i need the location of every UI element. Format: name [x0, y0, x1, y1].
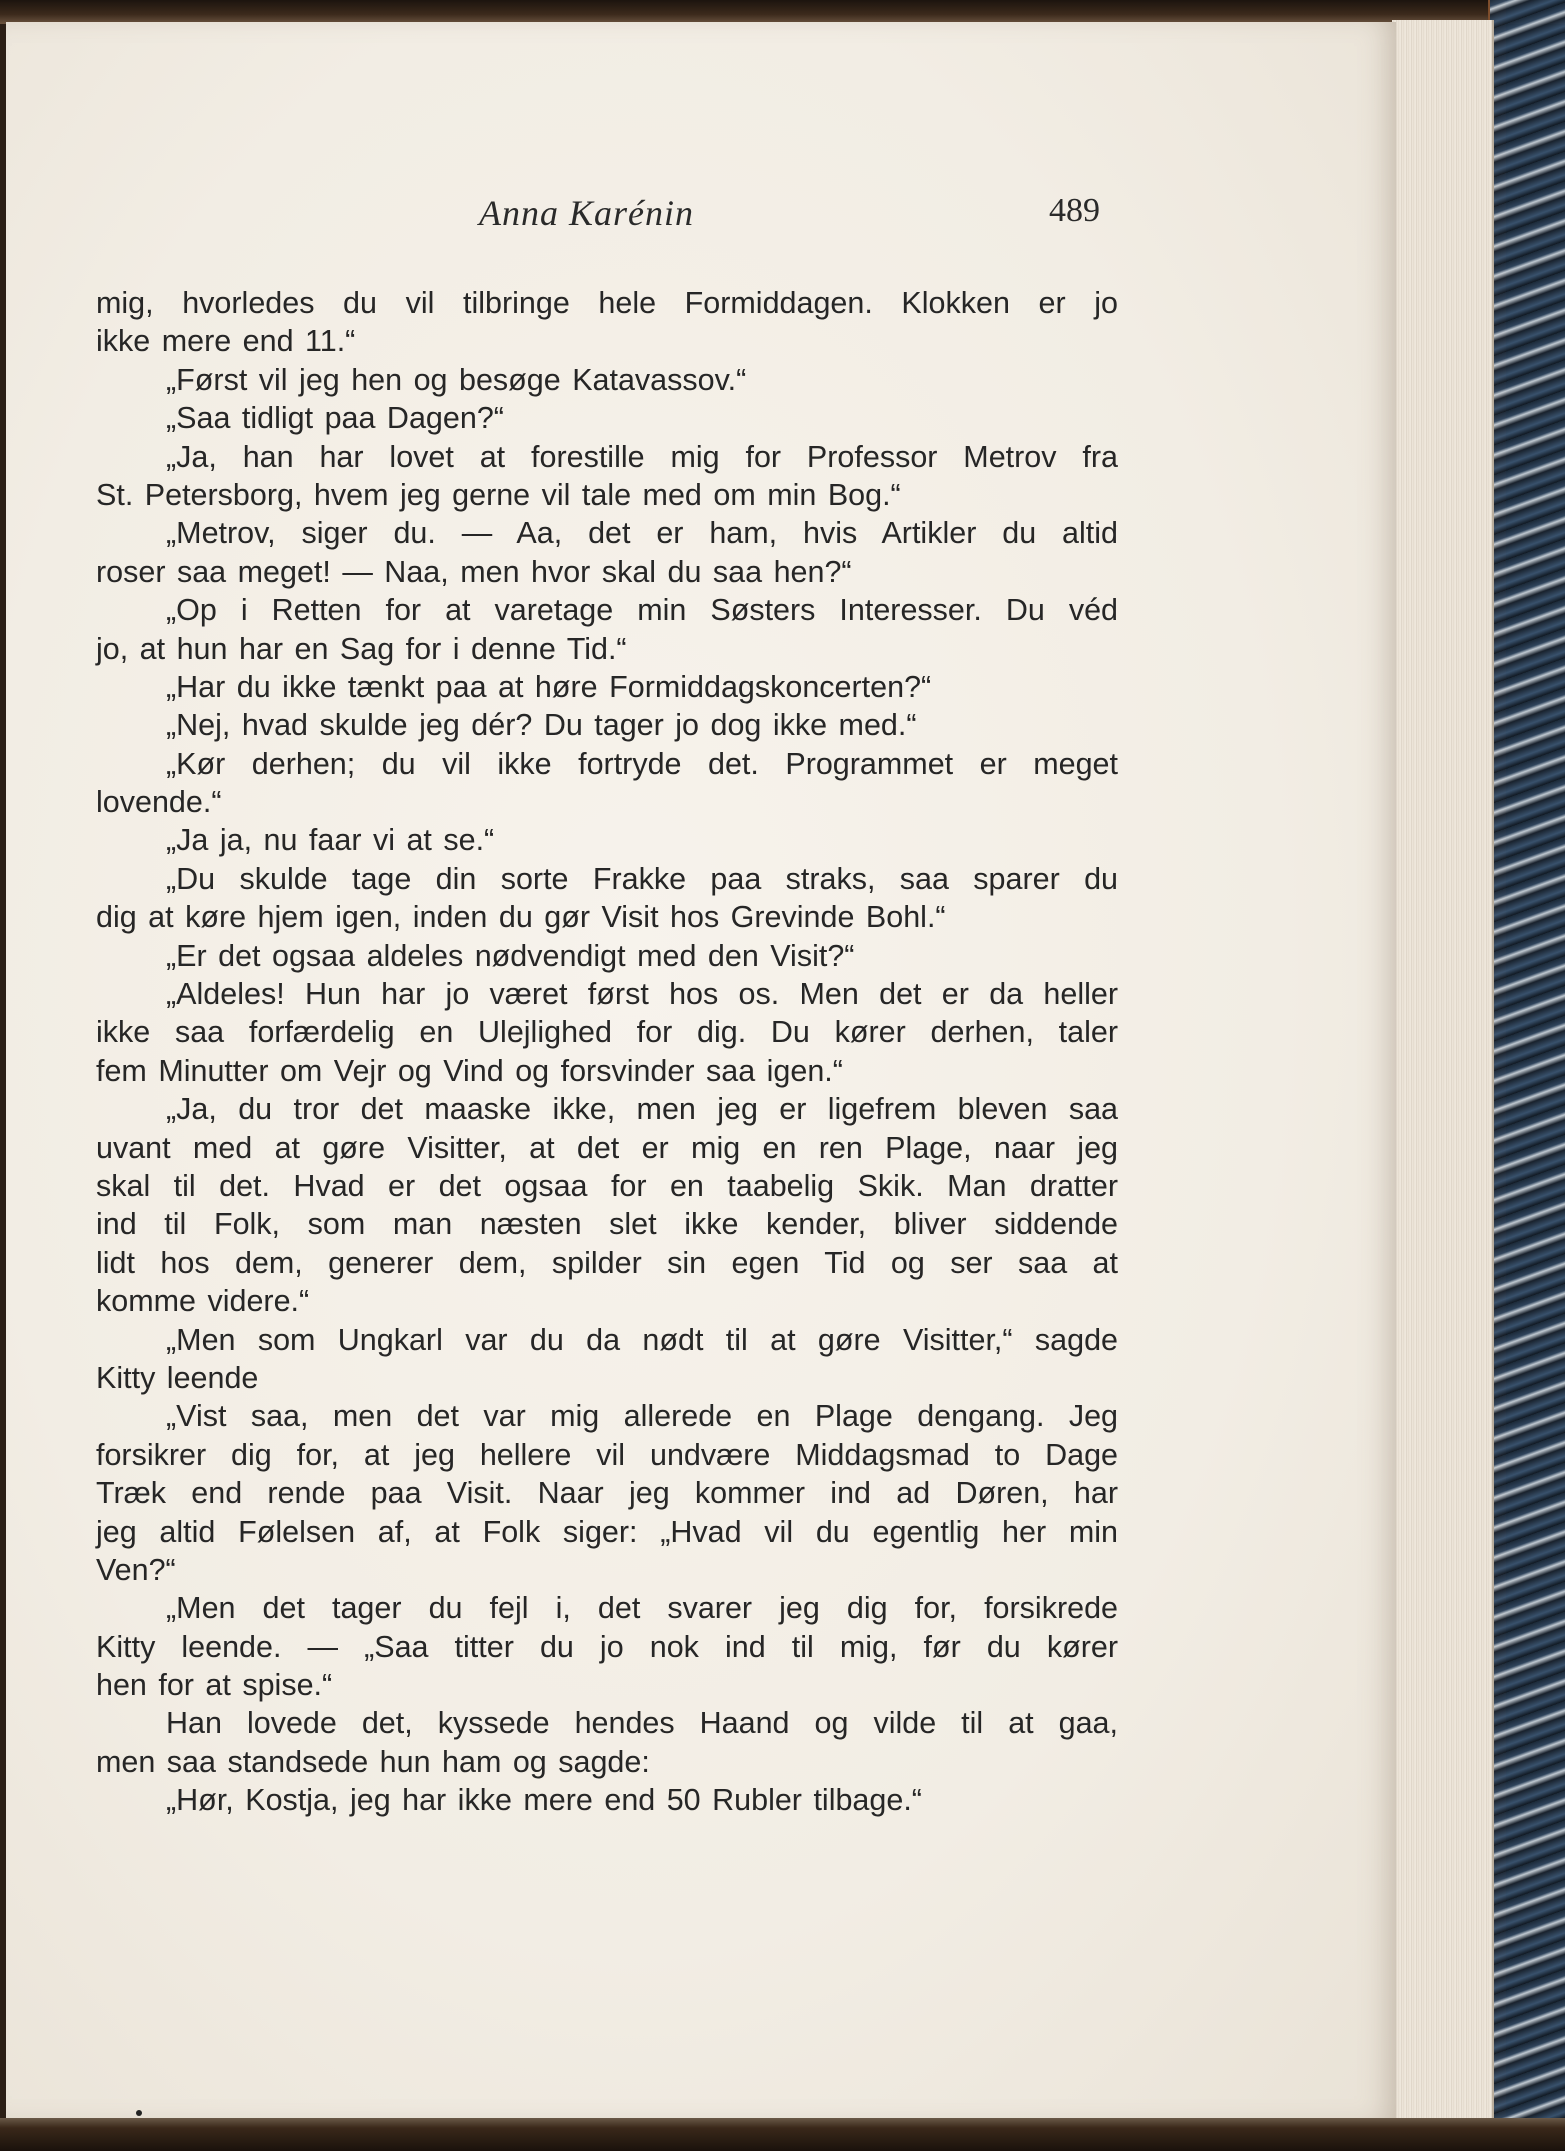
binding-top-edge: [0, 0, 1565, 24]
text-line: komme videre.“: [96, 1284, 310, 1319]
text-line: „Men som Ungkarl var du da nødt til at gøre Visitter,“ sagde: [166, 1322, 1118, 1357]
text-line: „Er det ogsaa aldeles nødvendigt med den Visit?“: [166, 938, 855, 973]
text-line: ind til Folk, som man næsten slet ikke kender, bliver siddende: [96, 1207, 1118, 1242]
running-head-title: Anna Karénin: [479, 193, 694, 233]
text-line: skal til det. Hvad er det ogsaa for en taabelig Skik. Man dratter: [96, 1168, 1118, 1203]
ink-speck: [136, 2110, 142, 2116]
text-line: hen for at spise.“: [96, 1668, 333, 1703]
running-head: [6, 192, 1136, 242]
text-line: St. Petersborg, hvem jeg gerne vil tale med om min Bog.“: [96, 477, 901, 512]
body-text: [96, 284, 1118, 1820]
text-line: „Ja, du tror det maaske ikke, men jeg er ligefrem bleven saa: [166, 1092, 1118, 1127]
page-number: 489: [1049, 192, 1100, 229]
page-edges: [1392, 20, 1494, 2120]
text-line: „Vist saa, men det var mig allerede en Plage dengang. Jeg: [166, 1399, 1118, 1434]
marbled-endpaper: [1490, 0, 1565, 2151]
text-line: Han lovede det, kyssede hendes Haand og vilde til at gaa,: [166, 1706, 1118, 1741]
text-line: „Metrov, siger du. — Aa, det er ham, hvis Artikler du altid: [166, 516, 1118, 551]
text-line: Træk end rende paa Visit. Naar jeg kommer ind ad Døren, har: [96, 1476, 1118, 1511]
text-line: „Du skulde tage din sorte Frakke paa straks, saa sparer du: [166, 861, 1118, 896]
text-line: „Nej, hvad skulde jeg dér? Du tager jo dog ikke med.“: [166, 708, 917, 743]
text-line: fem Minutter om Vejr og Vind og forsvinder saa igen.“: [96, 1053, 843, 1088]
binding-bottom-edge: [0, 2118, 1565, 2151]
text-line: forsikrer dig for, at jeg hellere vil undvære Middagsmad to Dage: [96, 1437, 1118, 1472]
text-line: „Ja ja, nu faar vi at se.“: [166, 823, 495, 858]
text-line: dig at køre hjem igen, inden du gør Visit hos Grevinde Bohl.“: [96, 900, 946, 935]
text-line: ikke saa forfærdelig en Ulejlighed for dig. Du kører derhen, taler: [96, 1015, 1118, 1050]
text-line: mig, hvorledes du vil tilbringe hele Formiddagen. Klokken er jo: [96, 286, 1118, 320]
text-line: „Aldeles! Hun har jo været først hos os. Men det er da heller: [166, 977, 1118, 1012]
text-line: Ven?“: [96, 1552, 176, 1587]
text-line: Kitty leende. — „Saa titter du jo nok ind til mig, før du kører: [96, 1629, 1118, 1664]
text-line: roser saa meget! — Naa, men hvor skal du saa hen?“: [96, 554, 852, 589]
text-line: „Har du ikke tænkt paa at høre Formiddagskoncerten?“: [166, 669, 932, 704]
book-page: [6, 22, 1396, 2120]
text-line: „Saa tidligt paa Dagen?“: [166, 401, 504, 436]
text-line: „Hør, Kostja, jeg har ikke mere end 50 Rubler tilbage.“: [166, 1783, 922, 1818]
text-line: „Op i Retten for at varetage min Søsters Interesser. Du véd: [166, 593, 1118, 628]
text-line: uvant med at gøre Visitter, at det er mig en ren Plage, naar jeg: [96, 1130, 1118, 1165]
text-line: „Først vil jeg hen og besøge Katavassov.“: [166, 362, 747, 397]
text-line: ikke mere end 11.“: [96, 324, 356, 359]
text-line: jo, at hun har en Sag for i denne Tid.“: [96, 631, 627, 666]
text-line: Kitty leende: [96, 1360, 259, 1395]
text-line: „Kør derhen; du vil ikke fortryde det. Programmet er meget: [166, 746, 1118, 781]
text-line: „Ja, han har lovet at forestille mig for Professor Metrov fra: [166, 439, 1118, 474]
text-line: „Men det tager du fejl i, det svarer jeg dig for, forsikrede: [166, 1591, 1118, 1626]
text-line: lovende.“: [96, 785, 222, 820]
text-line: men saa standsede hun ham og sagde:: [96, 1744, 650, 1779]
text-line: jeg altid Følelsen af, at Folk siger: „Hvad vil du egentlig her min: [96, 1514, 1118, 1549]
text-line: lidt hos dem, generer dem, spilder sin egen Tid og ser saa at: [96, 1245, 1118, 1280]
